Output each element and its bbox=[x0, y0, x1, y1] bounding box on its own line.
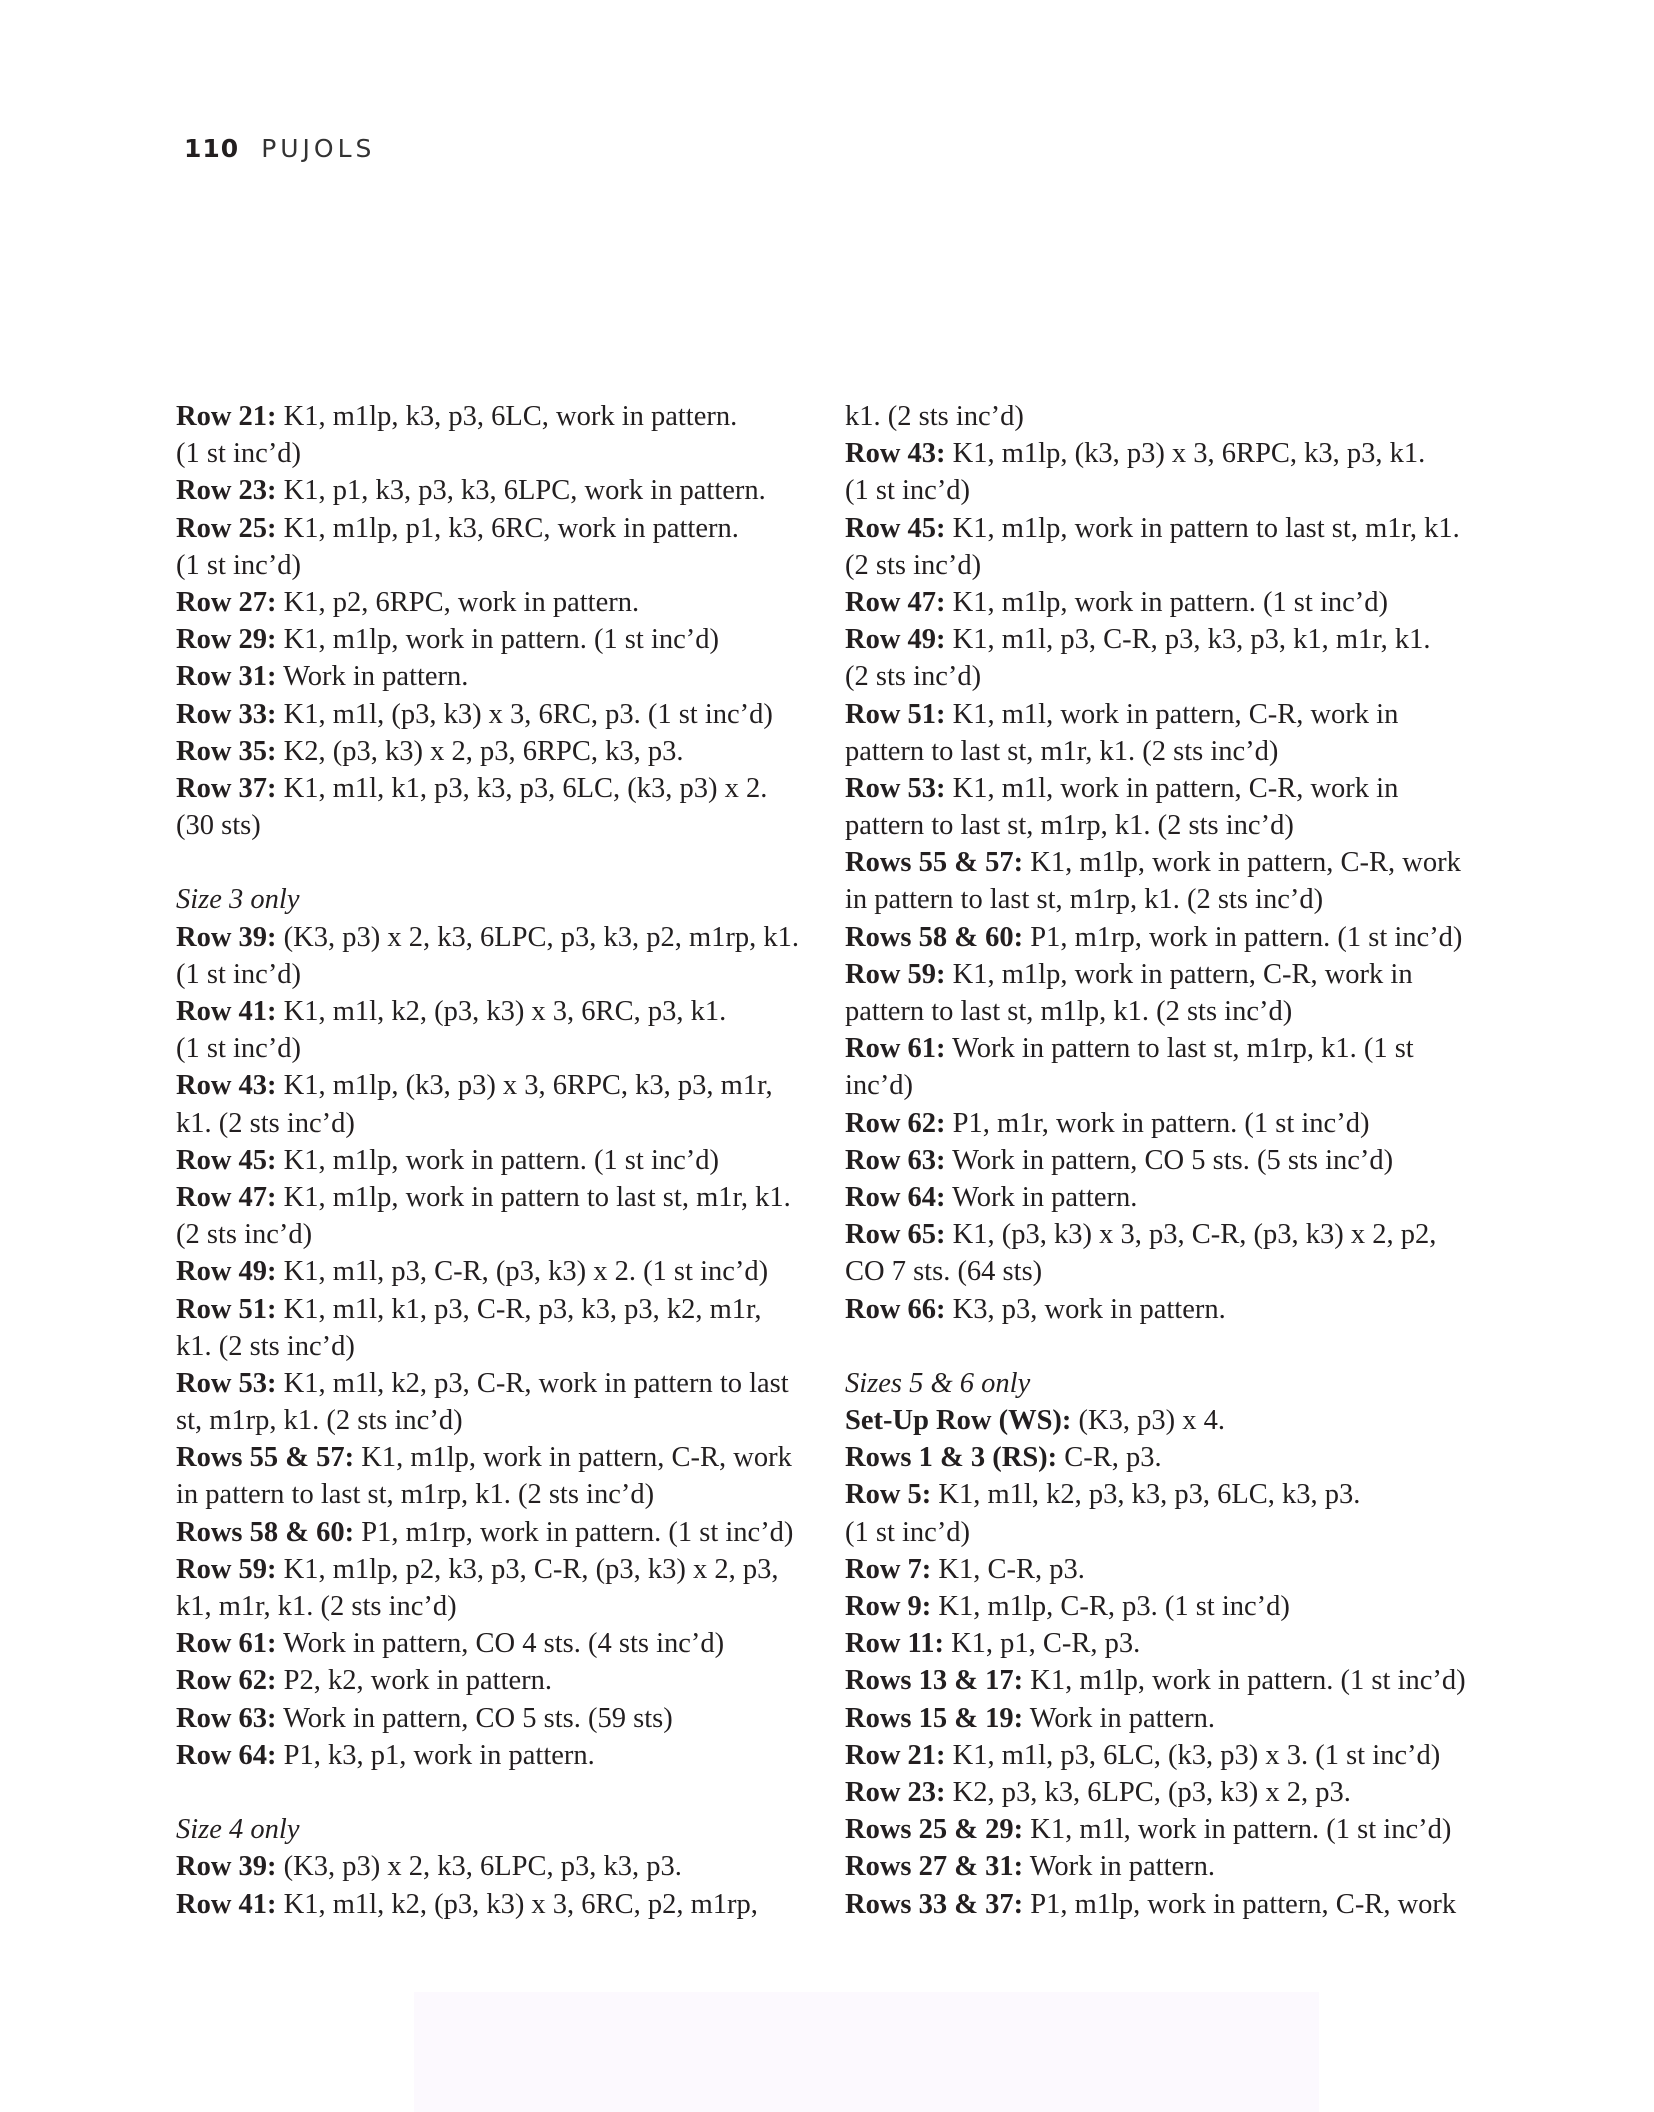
section-spacer bbox=[845, 1328, 1485, 1365]
row-label: Rows 55 & 57: bbox=[845, 847, 1024, 879]
instruction-line bbox=[845, 770, 1485, 807]
row-instruction: K1, m1l, work in pattern, C-R, work in bbox=[945, 772, 1399, 804]
instruction-line bbox=[176, 398, 808, 435]
row-label: Row 64: bbox=[845, 1181, 946, 1213]
row-label: Row 39: bbox=[176, 1851, 277, 1883]
row-instruction: K2, (p3, k3) x 2, p3, 6RPC, k3, p3. bbox=[276, 735, 684, 767]
row-instruction: K1, m1l, k1, p3, k3, p3, 6LC, (k3, p3) x 2. bbox=[276, 772, 768, 804]
row-instruction: P1, k3, p1, work in pattern. bbox=[276, 1739, 595, 1771]
instruction-line bbox=[845, 1588, 1485, 1625]
row-instruction: (1 st inc’d) bbox=[176, 958, 302, 990]
row-label: Row 51: bbox=[176, 1293, 277, 1325]
row-label: Row 41: bbox=[176, 1888, 277, 1920]
row-label: Row 37: bbox=[176, 772, 277, 804]
row-instruction: (K3, p3) x 2, k3, 6LPC, p3, k3, p3. bbox=[276, 1851, 682, 1883]
row-instruction: K1, m1lp, (k3, p3) x 3, 6RPC, k3, p3, m1r, bbox=[276, 1070, 773, 1102]
row-instruction: K1, m1lp, k3, p3, 6LC, work in pattern. bbox=[276, 401, 738, 432]
instruction-line bbox=[176, 1737, 808, 1774]
section-spacer bbox=[176, 844, 808, 881]
row-label: Row 62: bbox=[845, 1107, 946, 1139]
row-label: Row 64: bbox=[176, 1739, 277, 1771]
instruction-line bbox=[845, 1625, 1485, 1662]
instruction-line bbox=[845, 584, 1485, 621]
row-instruction: K1, m1lp, work in pattern to last st, m1r, k1. bbox=[276, 1181, 791, 1213]
row-label: Rows 58 & 60: bbox=[176, 1516, 355, 1548]
row-instruction: (2 sts inc’d) bbox=[845, 661, 982, 693]
row-label: Row 5: bbox=[845, 1479, 932, 1511]
row-instruction: in pattern to last st, m1rp, k1. (2 sts inc’d) bbox=[176, 1479, 655, 1511]
instruction-line bbox=[845, 1476, 1485, 1513]
row-instruction: P2, k2, work in pattern. bbox=[276, 1665, 552, 1697]
instruction-line bbox=[176, 1105, 808, 1142]
row-label: Row 62: bbox=[176, 1665, 277, 1697]
row-instruction: K1, m1lp, work in pattern to last st, m1r, k1. bbox=[945, 512, 1460, 544]
instruction-line bbox=[176, 435, 808, 472]
row-instruction: Work in pattern to last st, m1rp, k1. (1 st bbox=[945, 1033, 1414, 1065]
row-label: Row 61: bbox=[845, 1033, 946, 1065]
row-label: Row 31: bbox=[176, 661, 277, 693]
running-title: PUJOLS bbox=[261, 134, 376, 163]
size-subheading: Size 4 only bbox=[176, 1814, 300, 1846]
row-instruction: st, m1rp, k1. (2 sts inc’d) bbox=[176, 1405, 463, 1437]
instruction-line bbox=[845, 621, 1485, 658]
row-instruction: pattern to last st, m1r, k1. (2 sts inc’d) bbox=[845, 735, 1279, 767]
row-label: Row 61: bbox=[176, 1628, 277, 1660]
row-label: Row 63: bbox=[845, 1144, 946, 1176]
row-instruction: k1, m1r, k1. (2 sts inc’d) bbox=[176, 1591, 457, 1622]
instruction-line bbox=[845, 881, 1485, 918]
row-label: Row 25: bbox=[176, 512, 277, 544]
instruction-line bbox=[845, 733, 1485, 770]
row-instruction: P1, m1lp, work in pattern, C-R, work bbox=[1023, 1888, 1457, 1920]
row-instruction: K2, p3, k3, 6LPC, (p3, k3) x 2, p3. bbox=[945, 1776, 1351, 1808]
row-label: Row 21: bbox=[176, 401, 277, 432]
instruction-line bbox=[176, 919, 808, 956]
row-label: Row 9: bbox=[845, 1591, 932, 1622]
instruction-line bbox=[176, 1588, 808, 1625]
instruction-line bbox=[176, 1030, 808, 1067]
row-instruction: K1, m1l, work in pattern, C-R, work in bbox=[945, 698, 1399, 730]
instruction-line bbox=[845, 844, 1485, 881]
instruction-line bbox=[845, 1886, 1485, 1923]
instruction-line bbox=[176, 1365, 808, 1402]
row-instruction: K1, p2, 6RPC, work in pattern. bbox=[276, 586, 640, 618]
row-instruction: K1, m1l, k2, p3, C-R, work in pattern to last bbox=[276, 1367, 789, 1399]
row-instruction: K1, m1l, k1, p3, C-R, p3, k3, p3, k2, m1r, bbox=[276, 1293, 762, 1325]
instruction-line bbox=[176, 1476, 808, 1513]
row-instruction: K1, m1lp, work in pattern. (1 st inc’d) bbox=[1023, 1665, 1466, 1697]
instruction-line bbox=[845, 1402, 1485, 1439]
instruction-line bbox=[845, 398, 1485, 435]
row-label: Row 53: bbox=[176, 1367, 277, 1399]
instruction-line bbox=[845, 993, 1485, 1030]
row-instruction: (1 st inc’d) bbox=[845, 1516, 971, 1548]
row-label: Row 59: bbox=[845, 958, 946, 990]
instruction-line bbox=[176, 733, 808, 770]
row-label: Row 63: bbox=[176, 1702, 277, 1734]
row-instruction: K1, m1lp, p1, k3, 6RC, work in pattern. bbox=[276, 512, 739, 544]
section-spacer bbox=[176, 1774, 808, 1811]
size-subheading: Size 3 only bbox=[176, 884, 300, 916]
row-instruction: K1, m1l, k2, (p3, k3) x 3, 6RC, p2, m1rp, bbox=[276, 1888, 758, 1920]
row-instruction: K1, p1, C-R, p3. bbox=[943, 1628, 1141, 1660]
row-instruction: K1, m1lp, p2, k3, p3, C-R, (p3, k3) x 2, p3, bbox=[276, 1553, 779, 1585]
instruction-line bbox=[176, 472, 808, 509]
instruction-line bbox=[176, 1700, 808, 1737]
row-instruction: (K3, p3) x 2, k3, 6LPC, p3, k3, p2, m1rp, k1. bbox=[276, 921, 800, 953]
instruction-line bbox=[176, 1179, 808, 1216]
instruction-line bbox=[176, 510, 808, 547]
row-label: Row 45: bbox=[176, 1144, 277, 1176]
row-instruction: K1, m1lp, work in pattern. (1 st inc’d) bbox=[945, 586, 1388, 618]
row-instruction: in pattern to last st, m1rp, k1. (2 sts inc’d) bbox=[845, 884, 1324, 916]
row-instruction: (1 st inc’d) bbox=[176, 438, 302, 470]
row-instruction: K1, m1lp, work in pattern, C-R, work bbox=[1023, 847, 1461, 879]
row-instruction: K1, m1lp, work in pattern. (1 st inc’d) bbox=[276, 624, 719, 656]
row-label: Row 41: bbox=[176, 996, 277, 1027]
row-instruction: Work in pattern. bbox=[276, 661, 469, 693]
row-label: Row 43: bbox=[845, 438, 946, 470]
running-header bbox=[184, 132, 375, 166]
instruction-line bbox=[845, 1253, 1485, 1290]
instruction-line bbox=[176, 621, 808, 658]
instruction-line bbox=[176, 547, 808, 584]
row-label: Rows 1 & 3 (RS): bbox=[845, 1442, 1058, 1474]
row-label: Row 33: bbox=[176, 698, 277, 730]
instruction-line bbox=[176, 1402, 808, 1439]
row-instruction: (30 sts) bbox=[176, 810, 261, 842]
row-instruction: K3, p3, work in pattern. bbox=[945, 1293, 1226, 1325]
row-instruction: k1. (2 sts inc’d) bbox=[176, 1330, 355, 1362]
row-label: Rows 27 & 31: bbox=[845, 1851, 1024, 1883]
instruction-line bbox=[845, 1291, 1485, 1328]
row-label: Row 21: bbox=[845, 1739, 946, 1771]
row-label: Row 27: bbox=[176, 586, 277, 618]
row-label: Row 11: bbox=[845, 1628, 944, 1660]
row-instruction: K1, m1lp, work in pattern, C-R, work in bbox=[945, 958, 1413, 990]
instruction-line bbox=[176, 1328, 808, 1365]
instruction-line bbox=[845, 1737, 1485, 1774]
row-instruction: pattern to last st, m1rp, k1. (2 sts inc’d) bbox=[845, 810, 1294, 842]
row-label: Row 59: bbox=[176, 1553, 277, 1585]
instruction-line bbox=[845, 435, 1485, 472]
row-instruction: K1, m1l, p3, C-R, (p3, k3) x 2. (1 st inc’d) bbox=[276, 1256, 769, 1288]
instruction-line bbox=[176, 696, 808, 733]
row-label: Row 23: bbox=[176, 475, 277, 507]
instruction-line bbox=[845, 1439, 1485, 1476]
row-label: Row 45: bbox=[845, 512, 946, 544]
row-instruction: Work in pattern, CO 5 sts. (5 sts inc’d) bbox=[945, 1144, 1394, 1176]
row-instruction: inc’d) bbox=[845, 1070, 914, 1102]
instruction-line bbox=[176, 1886, 808, 1923]
instruction-line bbox=[176, 1439, 808, 1476]
instruction-line bbox=[845, 1700, 1485, 1737]
row-label: Row 47: bbox=[176, 1181, 277, 1213]
instruction-line bbox=[176, 1216, 808, 1253]
row-instruction: K1, m1l, k2, p3, k3, p3, 6LC, k3, p3. bbox=[931, 1479, 1361, 1511]
footer-band bbox=[414, 1992, 1319, 2112]
instruction-line bbox=[176, 1142, 808, 1179]
row-label: Rows 55 & 57: bbox=[176, 1442, 355, 1474]
page-number: 110 bbox=[184, 134, 240, 163]
row-instruction: (2 sts inc’d) bbox=[176, 1219, 313, 1251]
row-instruction: K1, m1lp, C-R, p3. (1 st inc’d) bbox=[931, 1591, 1290, 1622]
instruction-line bbox=[845, 807, 1485, 844]
instruction-line bbox=[176, 993, 808, 1030]
instruction-line bbox=[176, 1291, 808, 1328]
instruction-line bbox=[176, 1253, 808, 1290]
instruction-line bbox=[845, 1662, 1485, 1699]
instruction-line bbox=[176, 807, 808, 844]
instruction-line bbox=[845, 1179, 1485, 1216]
size-subheading: Sizes 5 & 6 only bbox=[845, 1367, 1031, 1399]
instruction-line bbox=[845, 1514, 1485, 1551]
instruction-line bbox=[845, 510, 1485, 547]
left-column bbox=[176, 398, 808, 1923]
row-instruction: (K3, p3) x 4. bbox=[1071, 1405, 1225, 1437]
instruction-line bbox=[845, 1774, 1485, 1811]
instruction-line bbox=[845, 956, 1485, 993]
row-instruction: Work in pattern. bbox=[1023, 1702, 1216, 1734]
instruction-line bbox=[176, 1848, 808, 1885]
instruction-line bbox=[176, 1514, 808, 1551]
instruction-line bbox=[845, 547, 1485, 584]
row-instruction: K1, m1lp, work in pattern. (1 st inc’d) bbox=[276, 1144, 719, 1176]
row-instruction: K1, m1lp, work in pattern, C-R, work bbox=[354, 1442, 792, 1474]
row-instruction: K1, (p3, k3) x 3, p3, C-R, (p3, k3) x 2, p2, bbox=[945, 1219, 1437, 1251]
instruction-line bbox=[845, 1067, 1485, 1104]
row-label: Rows 25 & 29: bbox=[845, 1814, 1024, 1846]
row-label: Row 49: bbox=[176, 1256, 277, 1288]
row-label: Row 35: bbox=[176, 735, 277, 767]
row-label: Rows 33 & 37: bbox=[845, 1888, 1024, 1920]
row-instruction: K1, p1, k3, p3, k3, 6LPC, work in pattern. bbox=[276, 475, 766, 507]
instruction-line bbox=[845, 1105, 1485, 1142]
row-label: Row 39: bbox=[176, 921, 277, 953]
row-label: Set-Up Row (WS): bbox=[845, 1405, 1072, 1437]
row-instruction: CO 7 sts. (64 sts) bbox=[845, 1256, 1043, 1288]
row-label: Row 43: bbox=[176, 1070, 277, 1102]
row-label: Row 53: bbox=[845, 772, 946, 804]
instruction-line bbox=[845, 1030, 1485, 1067]
instruction-line bbox=[176, 658, 808, 695]
instruction-line bbox=[845, 658, 1485, 695]
row-label: Rows 13 & 17: bbox=[845, 1665, 1024, 1697]
row-label: Row 23: bbox=[845, 1776, 946, 1808]
instruction-line bbox=[176, 770, 808, 807]
row-instruction: Work in pattern, CO 5 sts. (59 sts) bbox=[276, 1702, 673, 1734]
row-instruction: K1, m1l, work in pattern. (1 st inc’d) bbox=[1023, 1814, 1452, 1846]
instruction-line bbox=[176, 1662, 808, 1699]
row-instruction: k1. (2 sts inc’d) bbox=[176, 1107, 355, 1139]
row-instruction: (2 sts inc’d) bbox=[845, 549, 982, 581]
row-label: Rows 15 & 19: bbox=[845, 1702, 1024, 1734]
row-instruction: (1 st inc’d) bbox=[845, 475, 971, 507]
row-label: Row 29: bbox=[176, 624, 277, 656]
right-column bbox=[845, 398, 1485, 1923]
row-label: Row 47: bbox=[845, 586, 946, 618]
row-instruction: K1, C-R, p3. bbox=[931, 1553, 1085, 1585]
instruction-line bbox=[845, 1551, 1485, 1588]
instruction-line bbox=[845, 696, 1485, 733]
row-instruction: (1 st inc’d) bbox=[176, 549, 302, 581]
instruction-line bbox=[176, 1625, 808, 1662]
row-instruction: K1, m1lp, (k3, p3) x 3, 6RPC, k3, p3, k1. bbox=[945, 438, 1426, 470]
row-instruction: Work in pattern. bbox=[1023, 1851, 1216, 1883]
row-instruction: Work in pattern. bbox=[945, 1181, 1138, 1213]
instruction-line bbox=[176, 956, 808, 993]
instruction-line bbox=[845, 472, 1485, 509]
row-instruction: pattern to last st, m1lp, k1. (2 sts inc’d) bbox=[845, 996, 1293, 1027]
row-instruction: P1, m1rp, work in pattern. (1 st inc’d) bbox=[354, 1516, 794, 1548]
row-instruction: K1, m1l, p3, 6LC, (k3, p3) x 3. (1 st inc’d) bbox=[945, 1739, 1441, 1771]
instruction-line bbox=[845, 1216, 1485, 1253]
row-instruction: Work in pattern, CO 4 sts. (4 sts inc’d) bbox=[276, 1628, 725, 1660]
row-instruction: K1, m1l, (p3, k3) x 3, 6RC, p3. (1 st inc’d) bbox=[276, 698, 773, 730]
instruction-line bbox=[845, 1142, 1485, 1179]
row-instruction: K1, m1l, p3, C-R, p3, k3, p3, k1, m1r, k1. bbox=[945, 624, 1431, 656]
instruction-line bbox=[176, 1067, 808, 1104]
row-instruction: (1 st inc’d) bbox=[176, 1033, 302, 1065]
instruction-line bbox=[845, 919, 1485, 956]
instruction-line bbox=[176, 1551, 808, 1588]
row-label: Row 49: bbox=[845, 624, 946, 656]
row-instruction: K1, m1l, k2, (p3, k3) x 3, 6RC, p3, k1. bbox=[276, 996, 727, 1027]
row-label: Row 51: bbox=[845, 698, 946, 730]
instruction-line bbox=[845, 1811, 1485, 1848]
row-label: Row 7: bbox=[845, 1553, 932, 1585]
row-label: Row 65: bbox=[845, 1219, 946, 1251]
row-label: Row 66: bbox=[845, 1293, 946, 1325]
row-instruction: P1, m1rp, work in pattern. (1 st inc’d) bbox=[1023, 921, 1463, 953]
row-instruction: C-R, p3. bbox=[1057, 1442, 1162, 1474]
row-instruction: P1, m1r, work in pattern. (1 st inc’d) bbox=[945, 1107, 1370, 1139]
instruction-line bbox=[845, 1848, 1485, 1885]
row-label: Rows 58 & 60: bbox=[845, 921, 1024, 953]
instruction-line bbox=[176, 584, 808, 621]
row-instruction: k1. (2 sts inc’d) bbox=[845, 401, 1024, 432]
